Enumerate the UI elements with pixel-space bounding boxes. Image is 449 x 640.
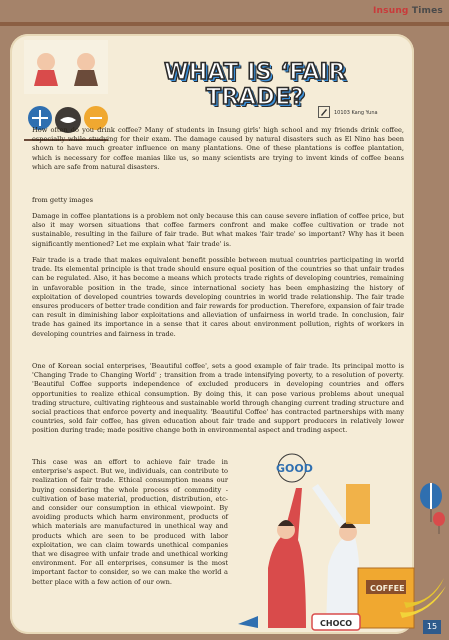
pen-icon [318, 106, 330, 118]
coffee-label: COFFEE [370, 584, 405, 593]
masthead-section: Times [411, 6, 443, 16]
page-number: 15 [423, 620, 441, 634]
paragraph-4: One of Korean social enterprises, 'Beautiful coffee', sets a good example of fair trade. Its principal motto is 'Changing Trade to Changing World' ; transition from a trade intensifying poverty, to a resolution of poverty. 'Beautiful Coffee supports independence of excluded producers in developing countries and offers opportunities to realize ethical consumption. By doing this, it can pose various problems about unequal trading structure, cultivating righteous and sustainable world through changing current trading structure and social practices that enforce poverty and inequality. 'Beautiful Coffee' has contracted partnerships with many countries, sold fair coffee, has given education about fair trade and support producers in relatively lower position during trade; made positive change both in environmental aspect and trading aspect. [32, 362, 404, 435]
masthead-brand: Insung [373, 6, 409, 16]
paragraph-3: Fair trade is a trade that makes equivalent benefit possible between mutual countries participating in world trade. Its elemental principle is that trade should ensure equal position of the countries so that unfair trades can be regulated. Also, it has become a means which protects trade rights of developing countries, remaining in unfavorable position in the trade, since international society has been emphasizing the history of exploitation of developed countries towards developing countries in world trade relationship. The fair trade ensures producers of better trade condition and fair rewards for production. Therefore, expansion of fair trade can result in diminishing labor exploitations and alleviation of unfairness in world trade. In conclusion, fair trade has gained its importance in a sense that it cares about environment pollution, rights of workers in developing countries and fairness in trade. [32, 256, 404, 338]
byline: 10103 Kang Yuna [334, 110, 378, 116]
small-balloon-icon [432, 512, 446, 534]
choco-label: CHOCO [320, 619, 353, 628]
top-divider [0, 22, 449, 26]
paragraph-1: How often do you drink coffee? Many of students in Insung girls' high school and my friends drink coffee, especially while studying for their exam. The damage caused by natural disasters such as El Nino has been shown to have much greater influence on many plantations. One of these plantations is coffee plantation, which is necessary for coffee manias like us, so many scientists are trying to invent kinds of coffee beans which are safe from natural disasters. [32, 126, 404, 171]
banana-icon [398, 572, 449, 620]
article-title: WHAT IS ‘FAIR TRADE? [164, 60, 346, 110]
high-five-illustration [228, 448, 418, 634]
paragraph-2: Damage in coffee plantations is a problem not only because this can cause severe inflation of coffee price, but also it may worsen situations that coffee farmers confront and make coffee cultivation or trade not sustainable, resulting in the failure of fair trade. But what makes 'fair trade' so important? Why has it been significantly mentioned? Let me explain what 'fair trade' is. [32, 212, 404, 248]
good-badge: GOOD [276, 462, 313, 475]
paragraph-5: This case was an effort to achieve fair trade in enterprise's aspect. But we, individuals, can contribute to realization of fair trade. Ethical consumption means our buying considering the whole process of commodity -cultivation of base material, production, distribution, etc- and consider our consumption in ethical viewpoint. By avoiding products which harm environment, products of which materials are manufactured in unethical way and products which are seen to be produced with labor exploitation, we can claim towards unethical companies that we disagree with unfair trade and unethical working environment. For all enterprises, consumer is the most important factor to consider, so we can make the world a better place with a few action of our own. [32, 458, 228, 586]
masthead [373, 0, 443, 22]
image-credit: from getty images [32, 196, 93, 204]
